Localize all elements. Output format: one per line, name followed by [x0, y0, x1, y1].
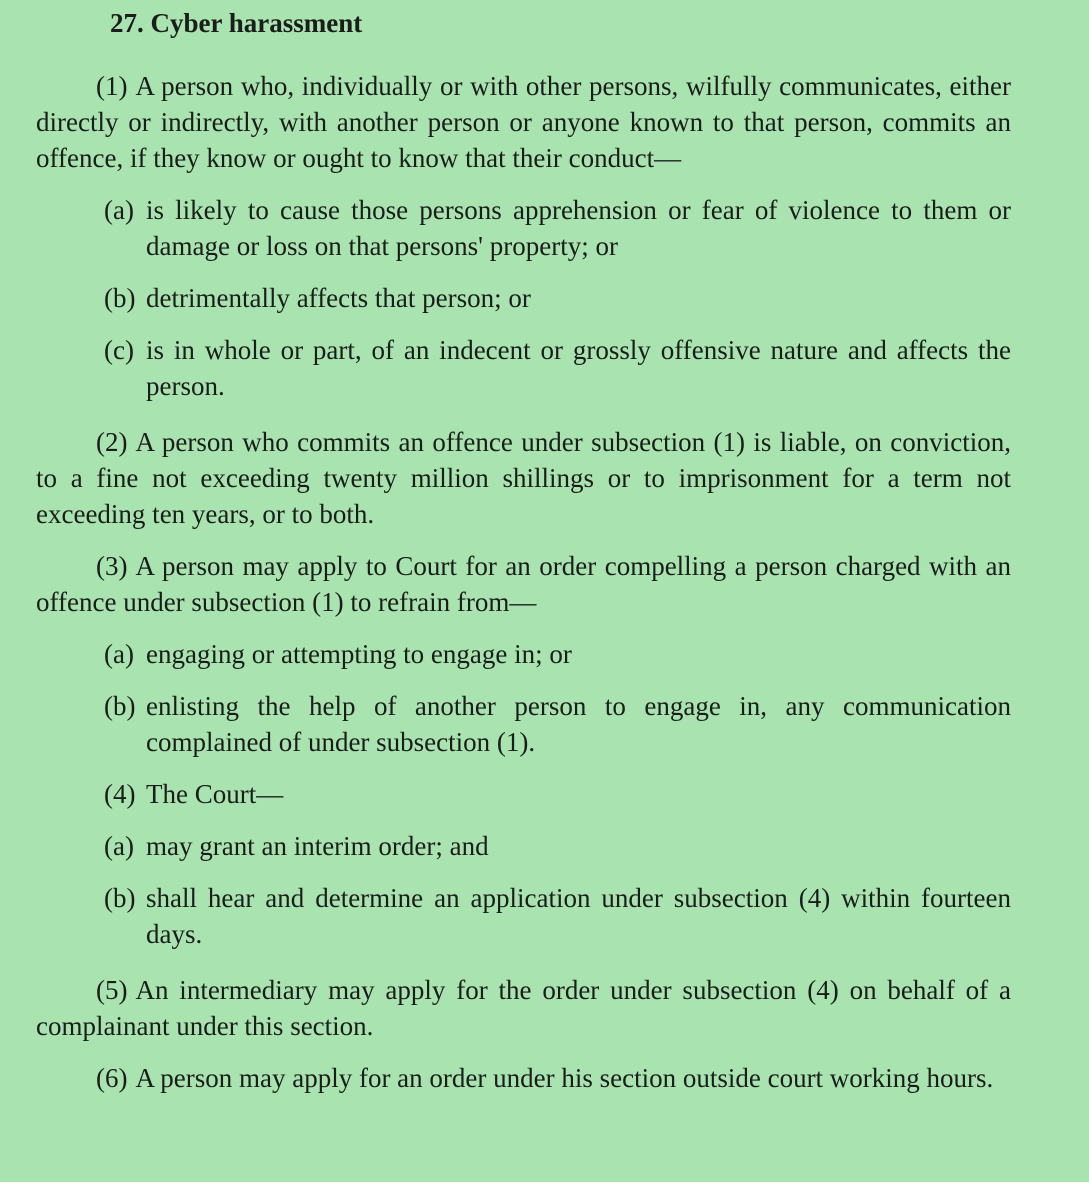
subsection-number: (1) — [96, 71, 128, 101]
clause-text: is in whole or part, of an indecent or grossly offensive nature and affects the person. — [146, 335, 1011, 401]
clause-3a — [36, 636, 1011, 672]
clause-label: (c) — [104, 335, 134, 365]
clause-label: (a) — [104, 195, 134, 225]
clause-4b — [36, 880, 1011, 952]
subsection-number: (3) — [96, 551, 128, 581]
subsection-text: A person may apply for an order under his section outside court working hours. — [135, 1063, 994, 1093]
clause-3b — [36, 688, 1011, 760]
subsection-1 — [36, 68, 1011, 176]
subsection-6 — [36, 1060, 1011, 1096]
subsection-4 — [36, 776, 1011, 812]
clause-1a — [36, 192, 1011, 264]
subsection-3 — [36, 548, 1011, 620]
clause-label: (b) — [104, 283, 136, 313]
clause-label: (a) — [104, 639, 134, 669]
clause-text: enlisting the help of another person to engage in, any communication complained of under subsection (1). — [146, 691, 1011, 757]
clause-text: is likely to cause those persons apprehension or fear of violence to them or damage or loss on that persons' property; or — [146, 195, 1011, 261]
clause-text: detrimentally affects that person; or — [146, 283, 531, 313]
subsection-number: (2) — [96, 427, 128, 457]
clause-text: shall hear and determine an application under subsection (4) within fourteen days. — [146, 883, 1011, 949]
clause-1c — [36, 332, 1011, 404]
clause-label: (b) — [104, 883, 136, 913]
clause-label: (b) — [104, 691, 136, 721]
clause-text: engaging or attempting to engage in; or — [146, 639, 572, 669]
subsection-number: (6) — [96, 1063, 128, 1093]
subsection-5 — [36, 972, 1011, 1044]
subsection-number: (5) — [96, 975, 128, 1005]
clause-text: may grant an interim order; and — [146, 831, 489, 861]
subsection-number: (4) — [104, 779, 136, 809]
clause-4a — [36, 828, 1011, 864]
subsection-text: An intermediary may apply for the order under subsection (4) on behalf of a complainant under this section. — [36, 975, 1011, 1041]
subsection-text: The Court— — [146, 779, 284, 809]
subsection-2 — [36, 424, 1011, 532]
subsection-text: A person may apply to Court for an order compelling a person charged with an offence under subsection (1) to refrain from— — [36, 551, 1011, 617]
subsection-text: A person who commits an offence under subsection (1) is liable, on conviction, to a fine not exceeding twenty million shillings or to imprisonment for a term not exceeding ten years, or to both. — [36, 427, 1011, 529]
subsection-text: A person who, individually or with other persons, wilfully communicates, either directly or indirectly, with another person or anyone known to that person, commits an offence, if they know or ought to know that their conduct— — [36, 71, 1011, 173]
section-title: 27. Cyber harassment — [110, 8, 363, 38]
clause-1b — [36, 280, 1011, 316]
clause-label: (a) — [104, 831, 134, 861]
